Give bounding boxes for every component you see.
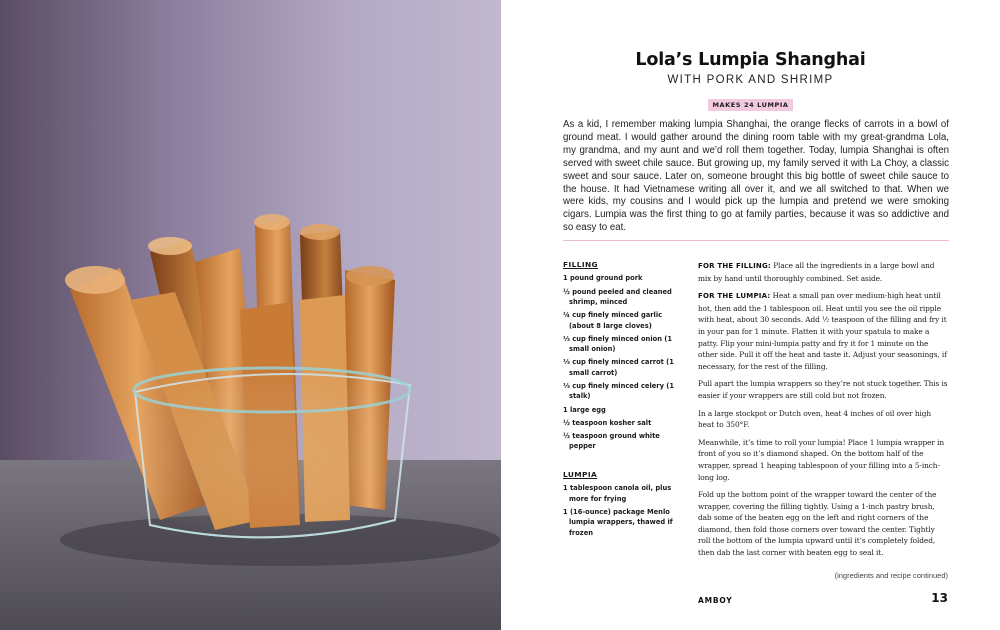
filling-item: ¼ cup finely minced garlic (about 8 large cloves) bbox=[563, 311, 663, 330]
filling-heading: FILLING bbox=[563, 260, 599, 269]
filling-item: ⅓ cup finely minced celery (1 stalk) bbox=[563, 382, 674, 401]
method-step: Meanwhile, it’s time to roll your lumpia! Place 1 lumpia wrapper in front of you so it’s diamond shaped. On the bottom half of the wrapper, spread 1 heaping tablespoon of your filling into a 5-inch-long log. bbox=[698, 437, 944, 482]
recipe-intro: As a kid, I remember making lumpia Shanghai, the orange flecks of carrots in a bowl of ground meat. I would gather around the dining room table with my great-grandma Lola, my grandma, and my aunt and we’d roll them together. Today, lumpia Shanghai is often served with sweet chile sauce. But growing up, my family served it with La Choy, a classic sweet and sour sauce. Later on, someone brought this big bottle of sweet chile sauce to the house. It had Vietnamese writing all over it, and we all switched to that. When we were kids, my cousins and I would pick up the lumpia and pretend we were smoking cigars. Lumpia was the first thing to go at family parties, because it was so addictive and so easy to eat. bbox=[563, 119, 949, 234]
recipe-page bbox=[501, 0, 1000, 630]
method-step bbox=[698, 290, 948, 372]
method-step: Fold up the bottom point of the wrapper toward the center of the wrapper, covering the filling tightly. Using a 1-inch pastry brush, dab some of the beaten egg on the left and right corners of the diamond, then fold those corners over toward the center. Tightly roll the bottom of the lumpia upward until it’s completely folded, then dab the last corner with beaten egg to seal it. bbox=[698, 490, 937, 558]
filling-item: ⅓ cup finely minced onion (1 small onion) bbox=[563, 334, 673, 354]
method-lumpia-label: FOR THE LUMPIA: bbox=[698, 292, 771, 301]
page-number: 13 bbox=[931, 591, 948, 605]
filling-item: 1 large egg bbox=[563, 405, 606, 414]
lumpia-item: 1 tablespoon canola oil, plus more for frying bbox=[563, 484, 672, 503]
yield-badge: MAKES 24 LUMPIA bbox=[708, 99, 792, 111]
filling-item: ½ pound peeled and cleaned shrimp, minced bbox=[563, 287, 672, 307]
yield-row bbox=[501, 94, 1000, 112]
lumpia-list bbox=[563, 483, 678, 538]
method-filling-label: FOR THE FILLING: bbox=[698, 262, 771, 270]
filling-item: ½ teaspoon kosher salt bbox=[563, 418, 652, 427]
method-column bbox=[698, 260, 948, 565]
method-step: Pull apart the lumpia wrappers so they’re not stuck together. This is easier if your wrappers are still cold but not frozen. bbox=[698, 379, 948, 400]
recipe-title: Lola’s Lumpia Shanghai bbox=[635, 50, 866, 70]
book-title-footer: AMBOY bbox=[698, 596, 733, 605]
method-step: In a large stockpot or Dutch oven, heat 4 inches of oil over high heat to 350°F. bbox=[698, 408, 932, 430]
filling-item: ⅓ cup finely minced carrot (1 small carrot) bbox=[563, 358, 674, 377]
section-divider bbox=[563, 240, 949, 241]
filling-list bbox=[563, 273, 678, 451]
recipe-subtitle: WITH PORK AND SHRIMP bbox=[667, 74, 834, 86]
method-step bbox=[698, 260, 948, 284]
lumpia-heading: LUMPIA bbox=[563, 469, 598, 479]
method-lumpia-text: Heat a small pan over medium-high heat until hot, then add the 1 tablespoon oil. Heat until you see the oil ripple with heat, about 30 seconds. Add ½ teaspoon of the filling and fry it in your pan for 1 minute. Flatten it with your spatula to make a patty. Flip your mini-lumpia patty and fry it for 1 minute on the other side. Pull it off the heat and taste it. Adjust your seasonings, if necessary, for the rest of the filling. bbox=[698, 291, 947, 371]
method-filling-text: Place all the ingredients in a large bowl and mix by hand until thoroughly combined. Set aside. bbox=[698, 261, 935, 283]
ingredients-column bbox=[563, 260, 678, 541]
filling-item: 1 pound ground pork bbox=[563, 274, 643, 283]
continued-note: (ingredients and recipe continued) bbox=[834, 571, 948, 580]
lumpia-item: 1 (16-ounce) package Menlo lumpia wrappers, thawed if frozen bbox=[563, 507, 673, 537]
filling-item: ½ teaspoon ground white pepper bbox=[563, 432, 660, 451]
